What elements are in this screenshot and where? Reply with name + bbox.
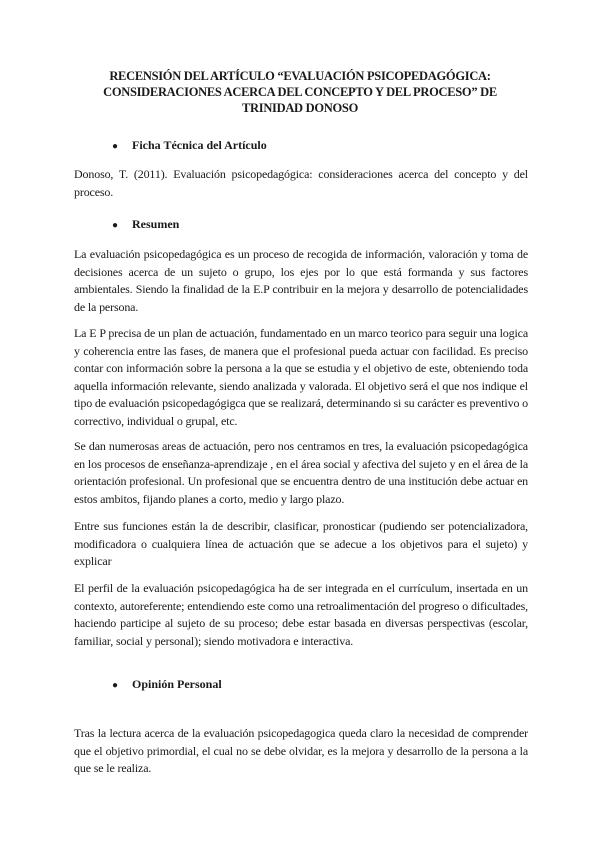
paragraph-resumen-1: La evaluación psicopedagógica es un proceso de recogida de información, valoración y toma de decisiones acerca de un sujeto o grupo, los ejes por lo que está formanda y sus factores ambientales. Siendo la finalidad de la E.P contribuir en la mejora y desarrollo de potencialidades de la persona. [74, 247, 528, 314]
title-line-2: CONSIDERACIONES ACERCA DEL CONCEPTO Y DEL PROCESO” DE [103, 85, 497, 99]
section-heading-resumen-label: Resumen [132, 217, 180, 231]
paragraph-citation: Donoso, T. (2011). Evaluación psicopedagógica: consideraciones acerca del concepto y del proceso. [74, 167, 528, 199]
section-heading-ficha-label: Ficha Técnica del Artículo [132, 138, 267, 152]
section-heading-resumen [112, 216, 179, 234]
section-heading-opinion [112, 676, 222, 694]
bullet-icon: ● [112, 680, 119, 691]
title-line-3: TRINIDAD DONOSO [241, 101, 358, 115]
title-line-1: RECENSIÓN DEL ARTÍCULO “EVALUACIÓN PSICOPEDAGÓGICA: [109, 69, 491, 83]
paragraph-resumen-3: Se dan numerosas areas de actuación, pero nos centramos en tres, la evaluación psicopedagógica en los procesos de enseñanza-aprendizaje , en el área social y afectiva del sujeto y en el área de la orientación profesional. Un profesional que se encuentra dentro de una institución debe actuar en estos ambitos, fijando planes a corto, medio y largo plazo. [74, 439, 528, 506]
paragraph-resumen-4: Entre sus funciones están la de describir, clasificar, pronosticar (pudiendo ser potencializadora, modificadora o cualquiera línea de actuación que se adecue a los objetivos para el sujeto) y explicar [74, 519, 528, 568]
paragraph-opinion: Tras la lectura acerca de la evaluación psicopedagogica queda claro la necesidad de comprender que el objetivo primordial, el cual no se debe olvidar, es la mejora y desarrollo de la persona a la que se le realiza. [74, 726, 528, 775]
paragraph-resumen-5: El perfil de la evaluación psicopedagógica ha de ser integrada en el currículum, insertada en un contexto, autoreferente; entendiendo este como una retroalimentación del progreso o dificultades, haciendo participe al sujeto de su proceso; debe estar basada en diversas perspectivas (escolar, familiar, social y personal); siendo motivadora e interactiva. [74, 581, 528, 648]
bullet-icon: ● [112, 141, 119, 152]
document-title [80, 68, 520, 116]
section-heading-ficha [112, 137, 267, 155]
bullet-icon: ● [112, 220, 119, 231]
paragraph-resumen-2: La E P precisa de un plan de actuación, fundamentado en un marco teorico para seguir una logica y coherencia entre las fases, de manera que el profesional pueda actuar con facilidad. Es preciso contar con información sobre la persona a la que se estudia y el objetivo de este, obteniendo toda aquella información relevante, siendo analizada y valorada. El objetivo será el que nos indique el tipo de evaluación psicopedagógigca que se realizará, determinando si su carácter es preventivo o correctivo, individual o grupal, etc. [74, 326, 528, 428]
section-heading-opinion-label: Opinión Personal [132, 677, 222, 691]
